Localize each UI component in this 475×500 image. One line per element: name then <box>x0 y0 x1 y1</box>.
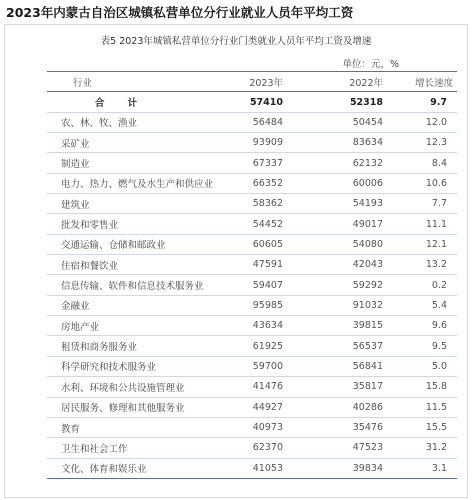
table-row <box>47 214 457 234</box>
table-header-row <box>47 72 457 92</box>
total-row <box>47 92 457 112</box>
wage-2023-cell: 95985 <box>195 295 295 315</box>
wage-2022-cell: 54193 <box>295 194 395 214</box>
wage-table <box>47 71 457 479</box>
table-row <box>47 255 457 275</box>
wage-2022-cell: 56537 <box>295 336 395 356</box>
wage-2023-cell: 54452 <box>195 214 295 234</box>
growth-rate-cell: 5.0 <box>395 356 457 376</box>
table-row <box>47 458 457 478</box>
industry-cell: 农、林、牧、渔业 <box>47 112 195 132</box>
table-row <box>47 295 457 315</box>
industry-cell: 电力、热力、燃气及水生产和供应业 <box>47 173 195 193</box>
industry-cell: 制造业 <box>47 153 195 173</box>
header-growth: 增长速度 <box>395 72 457 92</box>
growth-rate-cell: 5.4 <box>395 295 457 315</box>
wage-2023-cell: 59407 <box>195 275 295 295</box>
industry-cell: 居民服务、修理和其他服务业 <box>47 397 195 417</box>
wage-2022-cell: 54080 <box>295 234 395 254</box>
growth-rate-cell: 9.5 <box>395 336 457 356</box>
wage-2022-cell: 91032 <box>295 295 395 315</box>
wage-2023-cell: 43634 <box>195 316 295 336</box>
page-title: 2023年内蒙古自治区城镇私营单位分行业就业人员年平均工资 <box>6 5 354 20</box>
table-caption: 表5 2023年城镇私营单位分行业门类就业人员年平均工资及增速 <box>100 36 372 47</box>
wage-2022-cell: 42043 <box>295 255 395 275</box>
table-body <box>47 92 457 479</box>
growth-rate-cell: 0.2 <box>395 275 457 295</box>
growth-rate-cell: 9.6 <box>395 316 457 336</box>
growth-rate-cell: 3.1 <box>395 458 457 478</box>
table-row <box>47 417 457 437</box>
industry-cell: 批发和零售业 <box>47 214 195 234</box>
wage-2022-cell: 83634 <box>295 133 395 153</box>
industry-cell: 信息传输、软件和信息技术服务业 <box>47 275 195 295</box>
industry-cell: 采矿业 <box>47 133 195 153</box>
wage-2022-cell: 39834 <box>295 458 395 478</box>
wage-2022-cell: 60006 <box>295 173 395 193</box>
wage-2023-cell: 93909 <box>195 133 295 153</box>
wage-2023-cell: 44927 <box>195 397 295 417</box>
growth-rate-cell: 31.2 <box>395 438 457 458</box>
industry-cell: 卫生和社会工作 <box>47 438 195 458</box>
wage-2023-cell: 59700 <box>195 356 295 376</box>
growth-rate-cell: 11.1 <box>395 214 457 234</box>
header-industry: 行业 <box>47 72 195 92</box>
growth-rate-cell: 10.6 <box>395 173 457 193</box>
table-row <box>47 397 457 417</box>
wage-2022-cell: 35817 <box>295 377 395 397</box>
wage-2022-cell: 52318 <box>295 92 395 112</box>
wage-2022-cell: 56841 <box>295 356 395 376</box>
table-row <box>47 275 457 295</box>
table-row <box>47 336 457 356</box>
wage-2022-cell: 40286 <box>295 397 395 417</box>
growth-rate-cell: 9.7 <box>395 92 457 112</box>
wage-2022-cell: 59292 <box>295 275 395 295</box>
growth-rate-cell: 11.5 <box>395 397 457 417</box>
growth-rate-cell: 15.5 <box>395 417 457 437</box>
wage-2023-cell: 40973 <box>195 417 295 437</box>
unit-note: 单位：元，% <box>342 59 399 70</box>
wage-2023-cell: 66352 <box>195 173 295 193</box>
industry-cell: 科学研究和技术服务业 <box>47 356 195 376</box>
table-row <box>47 194 457 214</box>
wage-2023-cell: 60605 <box>195 234 295 254</box>
table-row <box>47 173 457 193</box>
industry-cell: 水利、环境和公共设施管理业 <box>47 377 195 397</box>
industry-cell: 文化、体育和娱乐业 <box>47 458 195 478</box>
wage-2023-cell: 41476 <box>195 377 295 397</box>
wage-2023-cell: 56484 <box>195 112 295 132</box>
growth-rate-cell: 8.4 <box>395 153 457 173</box>
wage-2022-cell: 49017 <box>295 214 395 234</box>
growth-rate-cell: 12.3 <box>395 133 457 153</box>
industry-cell: 交通运输、仓储和邮政业 <box>47 234 195 254</box>
wage-2023-cell: 47591 <box>195 255 295 275</box>
industry-cell: 金融业 <box>47 295 195 315</box>
growth-rate-cell: 13.2 <box>395 255 457 275</box>
wage-2023-cell: 57410 <box>195 92 295 112</box>
table-row <box>47 438 457 458</box>
table-row <box>47 377 457 397</box>
industry-cell: 房地产业 <box>47 316 195 336</box>
table-row <box>47 316 457 336</box>
growth-rate-cell: 7.7 <box>395 194 457 214</box>
wage-2023-cell: 62370 <box>195 438 295 458</box>
wage-2022-cell: 39815 <box>295 316 395 336</box>
industry-cell: 建筑业 <box>47 194 195 214</box>
growth-rate-cell: 12.0 <box>395 112 457 132</box>
table-row <box>47 234 457 254</box>
industry-cell: 合 计 <box>47 92 195 112</box>
wage-2023-cell: 67337 <box>195 153 295 173</box>
industry-cell: 租赁和商务服务业 <box>47 336 195 356</box>
header-2023: 2023年 <box>195 72 295 92</box>
wage-2022-cell: 35476 <box>295 417 395 437</box>
wage-2023-cell: 58362 <box>195 194 295 214</box>
wage-2022-cell: 50454 <box>295 112 395 132</box>
industry-cell: 教育 <box>47 417 195 437</box>
wage-2023-cell: 61925 <box>195 336 295 356</box>
table-row <box>47 112 457 132</box>
header-2022: 2022年 <box>295 72 395 92</box>
table-row <box>47 153 457 173</box>
table-row <box>47 356 457 376</box>
table-row <box>47 133 457 153</box>
table-figure <box>4 24 468 498</box>
wage-2022-cell: 47523 <box>295 438 395 458</box>
wage-2022-cell: 62132 <box>295 153 395 173</box>
growth-rate-cell: 15.8 <box>395 377 457 397</box>
wage-2023-cell: 41053 <box>195 458 295 478</box>
industry-cell: 住宿和餐饮业 <box>47 255 195 275</box>
growth-rate-cell: 12.1 <box>395 234 457 254</box>
